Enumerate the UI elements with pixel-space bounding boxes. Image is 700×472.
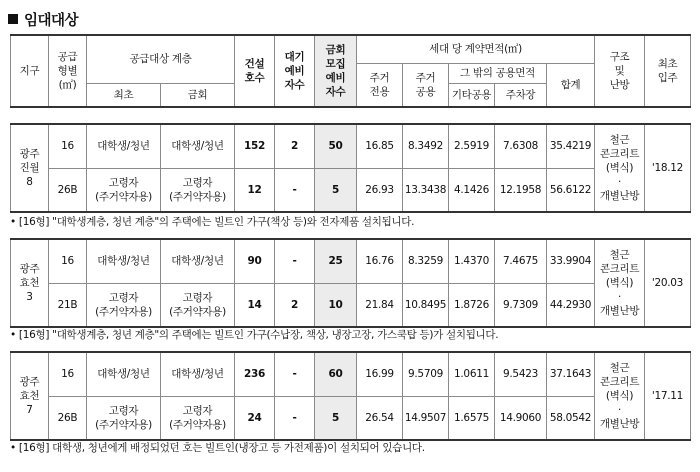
hdr-target-first: 최초 xyxy=(87,83,161,107)
complex-note: • [16형] "대학생계층, 청년 계층"의 주택에는 빌트인 가구(수납장, 책상, 냉장고장, 가스쿡탑 등)가 설치됩니다. xyxy=(10,329,499,341)
first-move-cell: '17.11 xyxy=(645,352,691,440)
target-first-cell: 대학생/청년 xyxy=(87,124,161,168)
supply-type-cell: 16 xyxy=(49,239,87,283)
area-common-cell: 9.5709 xyxy=(403,352,449,396)
area-other-common-cell: 1.6575 xyxy=(449,396,495,440)
hdr-supply-type: 공급 형별 (㎡) xyxy=(49,35,87,107)
recruit-reserve-cell: 60 xyxy=(315,352,357,396)
area-total-cell: 56.6122 xyxy=(547,168,595,212)
complex-note: • [16형] 대학생, 청년에게 배정되었던 호는 빌트인(냉장고 등 가전제품)이 설치되어 있습니다. xyxy=(10,442,425,454)
area-common-cell: 8.3259 xyxy=(403,239,449,283)
target-first-cell: 대학생/청년 xyxy=(87,239,161,283)
area-total-cell: 58.0542 xyxy=(547,396,595,440)
area-parking-cell: 7.6308 xyxy=(495,124,547,168)
area-other-common-cell: 1.8726 xyxy=(449,283,495,327)
table-row xyxy=(11,124,691,168)
target-first-cell: 대학생/청년 xyxy=(87,352,161,396)
structure-cell: 철근 콘크리트 (벽식) · 개별난방 xyxy=(595,352,645,440)
section-title-text: 임대대상 xyxy=(24,13,79,29)
area-total-cell: 44.2930 xyxy=(547,283,595,327)
hdr-structure: 구조 및 난방 xyxy=(595,35,645,107)
hdr-recruit-reserve: 금회 모집 예비 자수 xyxy=(315,35,357,107)
target-renew-cell: 고령자 (주거약자용) xyxy=(161,283,235,327)
table-row xyxy=(11,396,691,440)
hdr-target-group: 공급대상 계층 xyxy=(87,35,235,83)
table-row xyxy=(11,352,691,396)
area-other-common-cell: 1.4370 xyxy=(449,239,495,283)
supply-type-cell: 26B xyxy=(49,168,87,212)
structure-cell: 철근 콘크리트 (벽식) · 개별난방 xyxy=(595,239,645,327)
area-total-cell: 35.4219 xyxy=(547,124,595,168)
structure-cell: 철근 콘크리트 (벽식) · 개별난방 xyxy=(595,124,645,212)
area-private-cell: 26.93 xyxy=(357,168,403,212)
wait-reserve-cell: - xyxy=(275,352,315,396)
area-parking-cell: 7.4675 xyxy=(495,239,547,283)
complex-table xyxy=(10,351,691,441)
build-units-cell: 14 xyxy=(235,283,275,327)
hdr-area-private: 주거 전용 xyxy=(357,63,403,107)
recruit-reserve-cell: 5 xyxy=(315,396,357,440)
area-total-cell: 37.1643 xyxy=(547,352,595,396)
hdr-build-units: 건설 호수 xyxy=(235,35,275,107)
region-cell: 광주 효천 7 xyxy=(11,352,49,440)
target-renew-cell: 고령자 (주거약자용) xyxy=(161,168,235,212)
supply-type-cell: 16 xyxy=(49,124,87,168)
recruit-reserve-cell: 5 xyxy=(315,168,357,212)
first-move-cell: '20.03 xyxy=(645,239,691,327)
hdr-area-parking: 주차장 xyxy=(495,83,547,107)
area-private-cell: 26.54 xyxy=(357,396,403,440)
hdr-area-total: 합계 xyxy=(547,63,595,107)
build-units-cell: 152 xyxy=(235,124,275,168)
region-cell: 광주 진월 8 xyxy=(11,124,49,212)
build-units-cell: 12 xyxy=(235,168,275,212)
area-common-cell: 14.9507 xyxy=(403,396,449,440)
target-renew-cell: 대학생/청년 xyxy=(161,239,235,283)
build-units-cell: 236 xyxy=(235,352,275,396)
recruit-reserve-cell: 50 xyxy=(315,124,357,168)
complex-table xyxy=(10,238,691,328)
target-renew-cell: 대학생/청년 xyxy=(161,124,235,168)
target-renew-cell: 고령자 (주거약자용) xyxy=(161,396,235,440)
target-renew-cell: 대학생/청년 xyxy=(161,352,235,396)
target-first-cell: 고령자 (주거약자용) xyxy=(87,168,161,212)
hdr-area-common: 주거 공용 xyxy=(403,63,449,107)
area-private-cell: 21.84 xyxy=(357,283,403,327)
hdr-wait-reserve: 대기 예비 자수 xyxy=(275,35,315,107)
recruit-reserve-cell: 10 xyxy=(315,283,357,327)
first-move-cell: '18.12 xyxy=(645,124,691,212)
recruit-reserve-cell: 25 xyxy=(315,239,357,283)
wait-reserve-cell: 2 xyxy=(275,124,315,168)
header-table xyxy=(10,34,691,108)
table-row xyxy=(11,239,691,283)
complex-note: • [16형] "대학생계층, 청년 계층"의 주택에는 빌트인 가구(책상 등)와 전자제품 설치됩니다. xyxy=(10,216,415,228)
build-units-cell: 24 xyxy=(235,396,275,440)
area-total-cell: 33.9904 xyxy=(547,239,595,283)
hdr-region: 지구 xyxy=(11,35,49,107)
area-other-common-cell: 4.1426 xyxy=(449,168,495,212)
supply-type-cell: 21B xyxy=(49,283,87,327)
area-parking-cell: 9.5423 xyxy=(495,352,547,396)
square-bullet-icon xyxy=(8,14,18,24)
area-common-cell: 10.8495 xyxy=(403,283,449,327)
table-row xyxy=(11,168,691,212)
area-private-cell: 16.85 xyxy=(357,124,403,168)
area-private-cell: 16.99 xyxy=(357,352,403,396)
area-common-cell: 13.3438 xyxy=(403,168,449,212)
area-common-cell: 8.3492 xyxy=(403,124,449,168)
complex-table xyxy=(10,123,691,213)
hdr-area-other-common: 기타공용 xyxy=(449,83,495,107)
area-private-cell: 16.76 xyxy=(357,239,403,283)
area-other-common-cell: 1.0611 xyxy=(449,352,495,396)
wait-reserve-cell: - xyxy=(275,168,315,212)
hdr-area-group: 세대 당 계약면적(㎡) xyxy=(357,35,595,63)
supply-type-cell: 16 xyxy=(49,352,87,396)
section-title xyxy=(8,9,78,30)
area-other-common-cell: 2.5919 xyxy=(449,124,495,168)
table-row xyxy=(11,283,691,327)
area-parking-cell: 12.1958 xyxy=(495,168,547,212)
area-parking-cell: 14.9060 xyxy=(495,396,547,440)
wait-reserve-cell: - xyxy=(275,239,315,283)
hdr-area-other-group: 그 밖의 공용면적 xyxy=(449,63,547,83)
area-parking-cell: 9.7309 xyxy=(495,283,547,327)
wait-reserve-cell: 2 xyxy=(275,283,315,327)
supply-type-cell: 26B xyxy=(49,396,87,440)
region-cell: 광주 효천 3 xyxy=(11,239,49,327)
build-units-cell: 90 xyxy=(235,239,275,283)
target-first-cell: 고령자 (주거약자용) xyxy=(87,283,161,327)
hdr-target-renew: 금회 xyxy=(161,83,235,107)
hdr-first-move: 최초 입주 xyxy=(645,35,691,107)
wait-reserve-cell: - xyxy=(275,396,315,440)
target-first-cell: 고령자 (주거약자용) xyxy=(87,396,161,440)
